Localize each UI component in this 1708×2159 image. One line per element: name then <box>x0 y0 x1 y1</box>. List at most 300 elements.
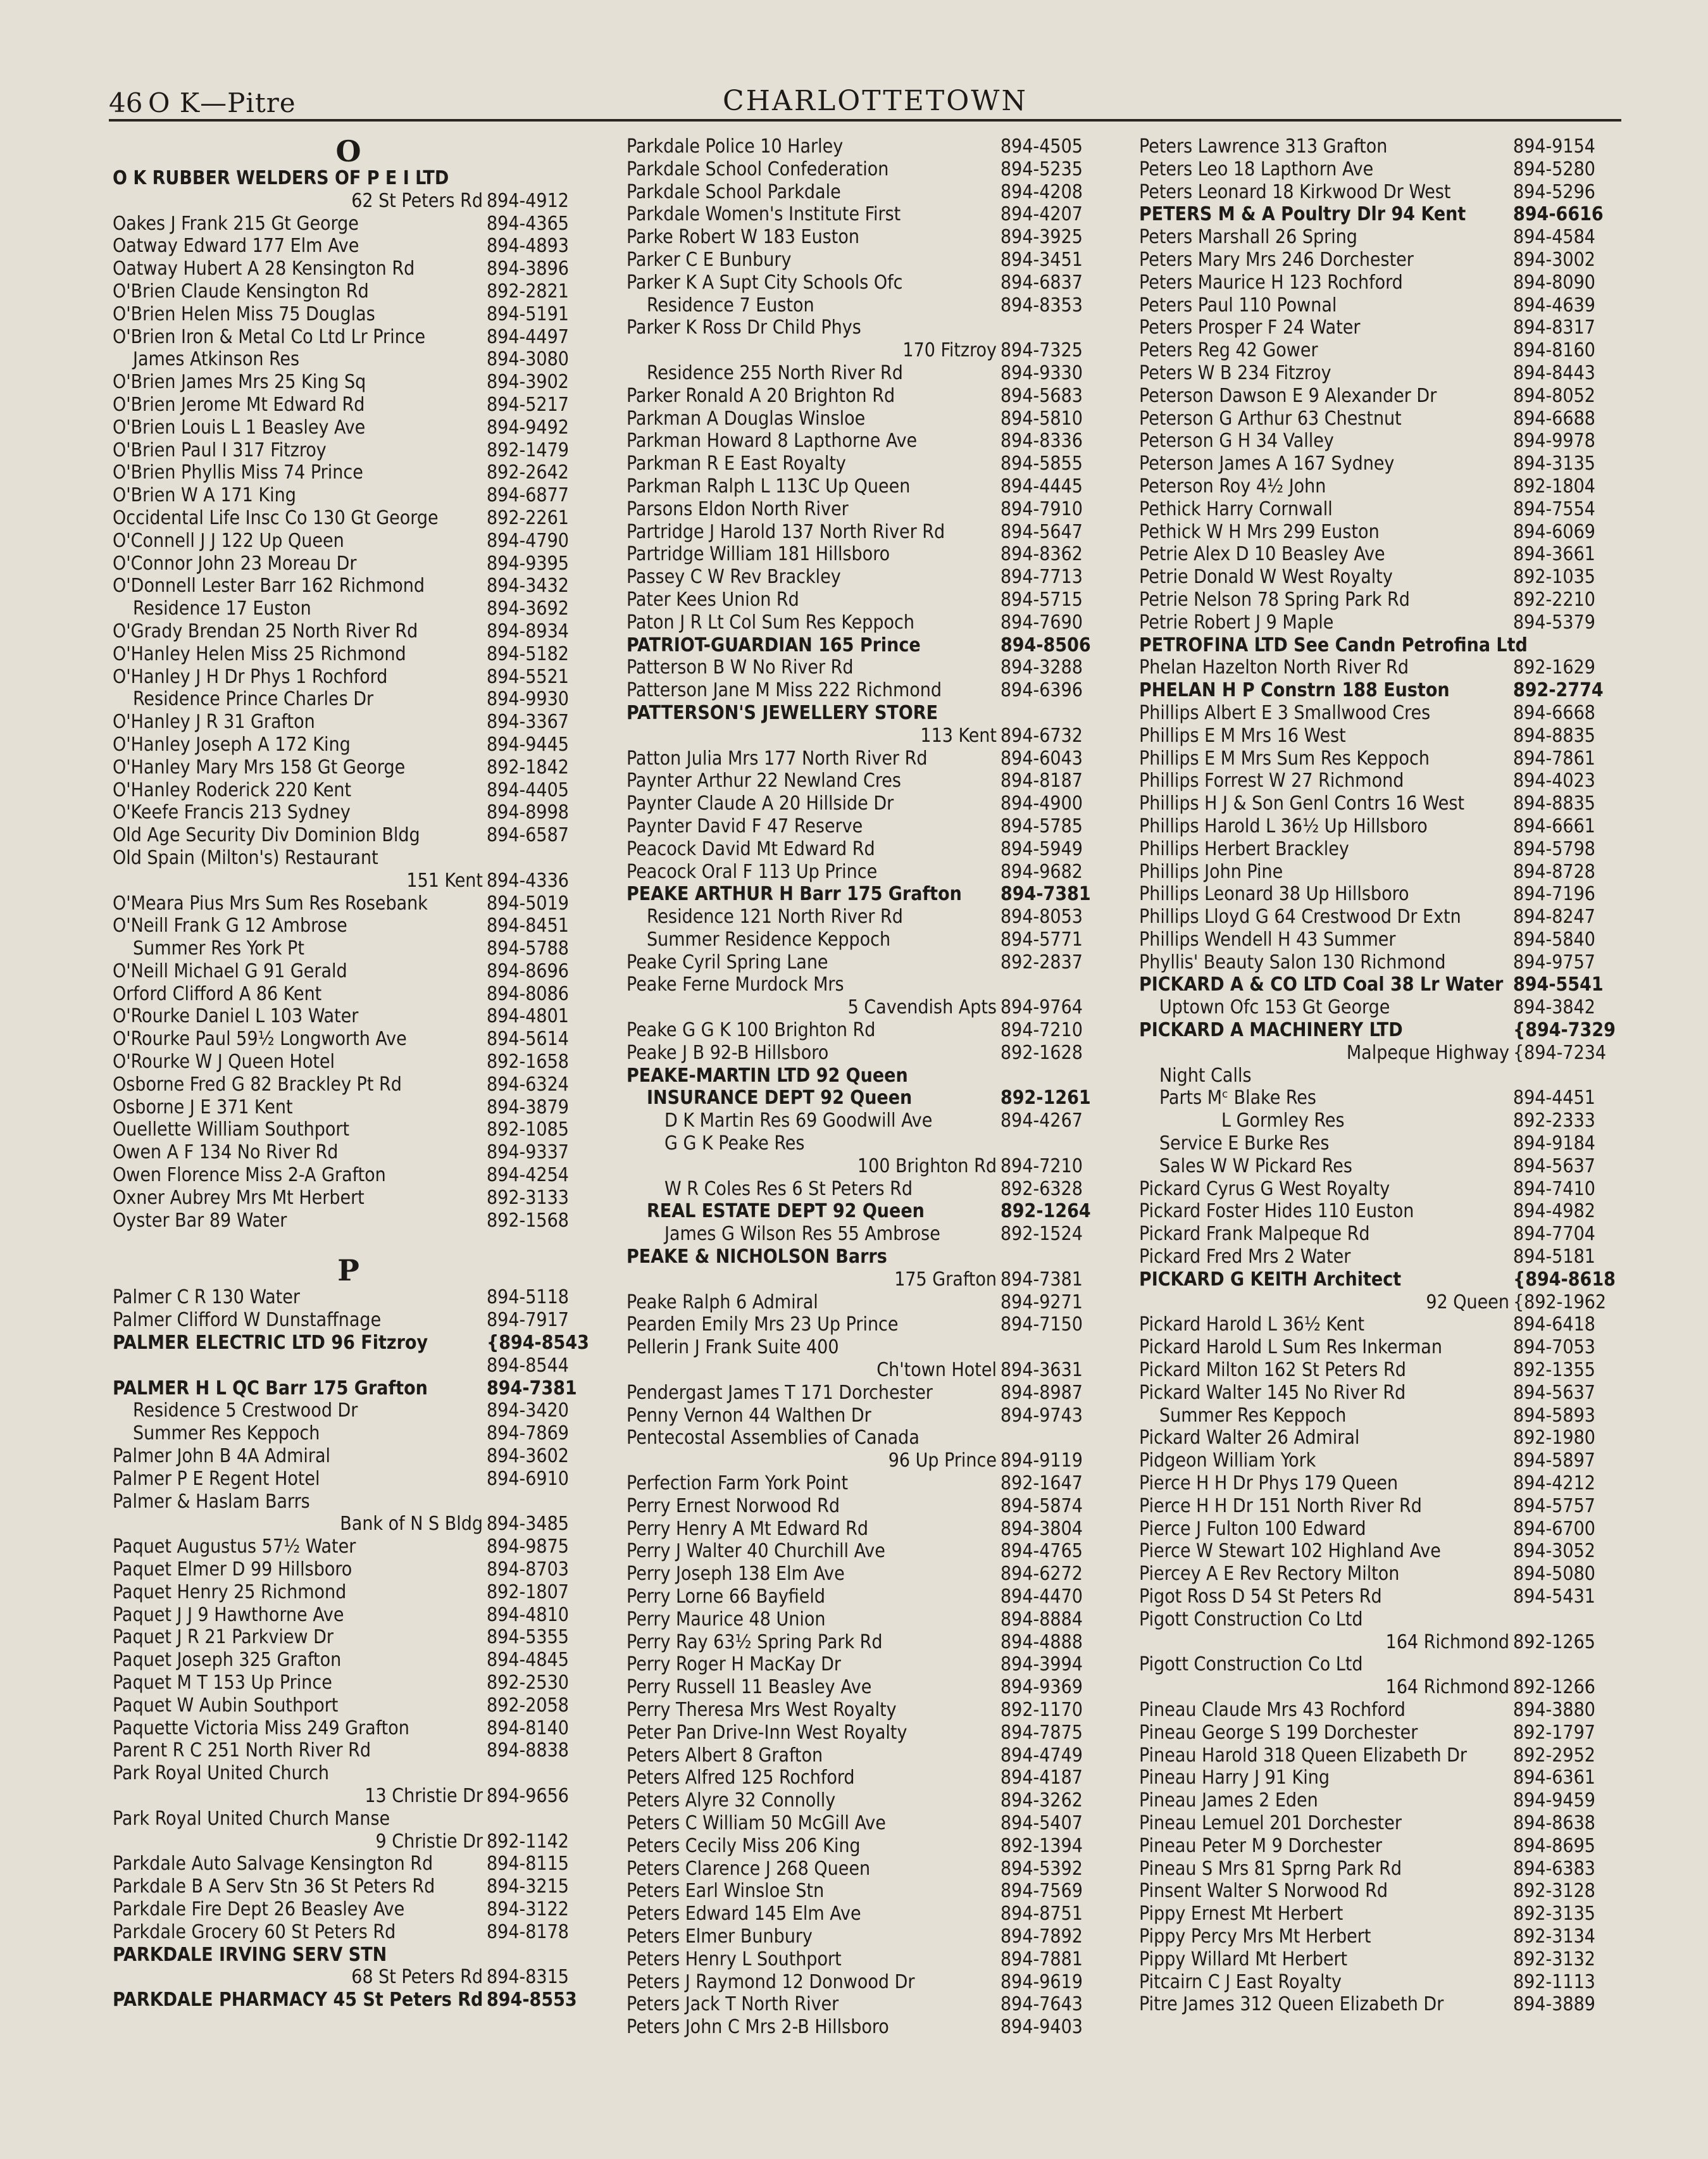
phone-number: 894-8187 <box>1000 770 1083 792</box>
listing-entry <box>1139 1699 1611 1722</box>
phone-number: 894-3902 <box>487 371 569 394</box>
listing-name: Peters Maurice H 123 Rochford <box>1139 271 1403 294</box>
phone-number: 892-2261 <box>487 506 569 529</box>
listing-name: O'Keefe Francis 213 Sydney <box>113 801 351 824</box>
phone-number: 894-6383 <box>1513 1857 1595 1880</box>
listing-name: Pigott Construction Co Ltd <box>1139 1653 1363 1676</box>
listing-entry <box>113 1762 584 1785</box>
phone-number: 894-5431 <box>1513 1586 1595 1608</box>
listing-name: PEAKE-MARTIN LTD 92 Queen <box>626 1064 908 1087</box>
listing-entry <box>626 181 1098 204</box>
phone-number: 894-9619 <box>1000 1970 1083 1993</box>
listing-entry <box>626 929 1098 951</box>
listing-entry <box>1139 181 1611 204</box>
phone-number: 894-4801 <box>487 1005 569 1028</box>
listing-entry <box>626 1087 1098 1110</box>
listing-entry <box>1139 1065 1611 1087</box>
listing-name: Peters Mary Mrs 246 Dorchester <box>1139 248 1414 271</box>
listing-name: Petrie Nelson 78 Spring Park Rd <box>1139 588 1410 611</box>
listing-name: Pickard Fred Mrs 2 Water <box>1139 1246 1351 1268</box>
listing-name: Paquet Augustus 57½ Water <box>113 1536 356 1558</box>
listing-name: PATTERSON'S JEWELLERY STORE <box>626 701 938 724</box>
listing-name: Peters Edward 145 Elm Ave <box>626 1903 861 1925</box>
listing-name: Paquet J R 21 Parkview Dr <box>113 1626 333 1649</box>
phone-number: 894-7690 <box>1000 611 1083 634</box>
phone-number: 892-1113 <box>1513 1970 1595 1993</box>
listing-entry <box>1139 294 1611 317</box>
phone-number: 894-9445 <box>487 733 569 756</box>
listing-name: Phillips John Pine <box>1139 860 1283 883</box>
listing-entry <box>1139 408 1611 430</box>
listing-name: 113 Kent <box>920 724 997 747</box>
phone-number: 894-3880 <box>1513 1698 1595 1721</box>
section-range: O K—Pitre <box>148 87 296 118</box>
phone-number: 894-8835 <box>1513 792 1595 815</box>
listing-entry <box>113 190 584 213</box>
listing-name: Residence 121 North River Rd <box>647 906 903 929</box>
listing-name: Phillips Harold L 36½ Up Hillsboro <box>1139 815 1428 837</box>
listing-name: O'Rourke W J Queen Hotel <box>113 1051 335 1073</box>
listing-name: Parke Robert W 183 Euston <box>626 226 859 249</box>
listing-name: 164 Richmond <box>1385 1676 1509 1699</box>
listing-name: O K RUBBER WELDERS OF P E I LTD <box>113 167 449 189</box>
listing-name: Peters Earl Winsloe Stn <box>626 1880 825 1903</box>
phone-number: 894-4267 <box>1000 1110 1083 1132</box>
listing-name: Paquet Elmer D 99 Hillsboro <box>113 1558 352 1581</box>
listing-name: PEAKE & NICHOLSON Barrs <box>626 1246 887 1268</box>
listing-name: Palmer Clifford W Dunstaffnage <box>113 1309 382 1332</box>
listing-entry <box>1139 1427 1611 1449</box>
section-letter: P <box>337 1253 359 1288</box>
listing-name: Peterson G H 34 Valley <box>1139 430 1334 453</box>
phone-number: 894-3080 <box>487 348 569 371</box>
phone-number: 892-1035 <box>1513 566 1595 589</box>
phone-number: 894-7910 <box>1000 498 1083 520</box>
listing-entry <box>626 498 1098 521</box>
listing-entry <box>1139 362 1611 385</box>
phone-number: 894-8052 <box>1513 384 1595 407</box>
listing-entry <box>626 656 1098 679</box>
listing-name: Perry J Walter 40 Churchill Ave <box>626 1540 885 1563</box>
listing-entry <box>113 1096 584 1119</box>
listing-entry <box>1139 1359 1611 1382</box>
listing-name: Parkdale Auto Salvage Kensington Rd <box>113 1853 433 1875</box>
listing-name: Bank of N S Bldg <box>340 1513 483 1536</box>
phone-number: {894-7234 <box>1513 1041 1607 1064</box>
listing-name: 68 St Peters Rd <box>351 1966 483 1989</box>
listing-name: PARKDALE IRVING SERV STN <box>113 1943 387 1966</box>
listing-entry <box>1139 611 1611 634</box>
listing-name: Residence 5 Crestwood Dr <box>133 1399 358 1422</box>
listing-entry <box>1139 521 1611 544</box>
listing-name: Peters Alfred 125 Rochford <box>626 1767 855 1789</box>
phone-number: 892-3128 <box>1513 1880 1595 1903</box>
listing-entry <box>1139 589 1611 611</box>
listing-entry <box>1139 1789 1611 1812</box>
listing-name: Summer Res York Pt <box>133 937 304 960</box>
listing-name: 100 Brighton Rd <box>857 1155 997 1177</box>
section-letter: O <box>335 134 361 168</box>
phone-number: 894-5788 <box>487 937 569 960</box>
phone-number: 894-8696 <box>487 960 569 982</box>
listing-name: Parkdale School Confederation <box>626 158 889 180</box>
listing-entry <box>626 1858 1098 1881</box>
listing-entry <box>1139 1019 1616 1042</box>
phone-number: 894-5521 <box>487 665 569 688</box>
phone-number: 894-8086 <box>487 982 569 1005</box>
phone-number: 894-4888 <box>1000 1630 1083 1653</box>
listing-entry <box>1139 1110 1611 1132</box>
phone-number: 894-5798 <box>1513 837 1595 860</box>
listing-entry <box>626 1631 1098 1654</box>
listing-entry <box>113 779 584 802</box>
listing-name: Perry Lorne 66 Bayfield <box>626 1586 826 1608</box>
page-title: CHARLOTTETOWN <box>723 85 1028 117</box>
phone-number: 894-9330 <box>1000 361 1083 384</box>
listing-entry <box>626 1518 1098 1541</box>
listing-name: Old Spain (Milton's) Restaurant <box>113 846 378 869</box>
listing-entry <box>113 870 584 892</box>
listing-name: Park Royal United Church Manse <box>113 1807 390 1830</box>
listing-entry <box>1139 1495 1611 1518</box>
listing-name: Oakes J Frank 215 Gt George <box>113 212 359 235</box>
listing-name: Peters Cecily Miss 206 King <box>626 1834 861 1857</box>
listing-name: Piercey A E Rev Rectory Milton <box>1139 1563 1400 1586</box>
listing-entry <box>113 575 584 598</box>
listing-entry <box>1139 385 1611 408</box>
phone-number: 894-6361 <box>1513 1767 1595 1789</box>
listing-entry <box>626 543 1098 566</box>
phone-number: 892-1804 <box>1513 475 1595 498</box>
listing-name: Parker C E Bunbury <box>626 248 792 271</box>
listing-name: Pidgeon William York <box>1139 1449 1316 1472</box>
listing-entry <box>113 371 584 394</box>
phone-number: 894-4023 <box>1513 770 1595 792</box>
listing-entry <box>113 1808 584 1830</box>
listing-name: Perry Russell 11 Beasley Ave <box>626 1676 872 1699</box>
listing-name: Pentecostal Assemblies of Canada <box>626 1427 919 1449</box>
listing-entry <box>113 1739 584 1762</box>
listing-name: Paynter David F 47 Reserve <box>626 815 863 837</box>
listing-name: Oxner Aubrey Mrs Mt Herbert <box>113 1186 365 1209</box>
phone-number: 894-6661 <box>1513 815 1595 837</box>
listing-name: Park Royal United Church <box>113 1762 329 1785</box>
phone-number: 894-6877 <box>487 484 569 507</box>
listing-name: 9 Christie Dr <box>375 1830 483 1853</box>
listing-name: O'Hanley Mary Mrs 158 Gt George <box>113 756 406 779</box>
phone-number: 894-5379 <box>1513 611 1595 634</box>
phone-number: 894-8115 <box>487 1853 569 1875</box>
phone-number: 894-4445 <box>1000 475 1083 498</box>
listing-name: O'Brien Iron & Metal Co Ltd Lr Prince <box>113 325 426 348</box>
listing-name: Perfection Farm York Point <box>626 1472 849 1495</box>
listing-name: Peters Albert 8 Grafton <box>626 1744 823 1767</box>
listing-name: Peters Clarence J 268 Queen <box>626 1857 871 1880</box>
listing-name: Owen A F 134 No River Rd <box>113 1141 339 1164</box>
listing-name: Pineau S Mrs 81 Sprng Park Rd <box>1139 1857 1402 1880</box>
listing-entry <box>113 326 584 349</box>
phone-number: 894-5810 <box>1000 407 1083 430</box>
listing-name: PALMER H L QC Barr 175 Grafton <box>113 1377 428 1399</box>
listing-name: Paynter Arthur 22 Newland Cres <box>626 770 901 792</box>
listing-entry <box>113 1513 584 1536</box>
listing-name: Paynter Claude A 20 Hillside Dr <box>626 792 894 815</box>
phone-number: 892-1170 <box>1000 1698 1083 1721</box>
listing-entry <box>626 838 1098 861</box>
listing-entry <box>1139 1246 1611 1268</box>
phone-number: 894-4584 <box>1513 226 1595 249</box>
phone-number: 894-5683 <box>1000 384 1083 407</box>
listing-entry <box>1139 1563 1611 1586</box>
phone-number: 892-1085 <box>487 1118 569 1141</box>
listing-entry <box>113 892 584 915</box>
listing-entry <box>1139 634 1611 657</box>
phone-number: 894-7881 <box>1000 1948 1083 1970</box>
phone-number: 894-5637 <box>1513 1155 1595 1177</box>
directory-column-3 <box>1139 135 1616 2016</box>
listing-name: O'Brien Jerome Mt Edward Rd <box>113 393 365 416</box>
listing-name: Peters Elmer Bunbury <box>626 1925 813 1948</box>
phone-number: 894-6668 <box>1513 701 1595 724</box>
listing-entry <box>113 983 584 1006</box>
listing-entry <box>1139 1449 1611 1472</box>
listing-name: Perry Theresa Mrs West Royalty <box>626 1698 897 1721</box>
listing-entry <box>1139 973 1611 996</box>
listing-name: Night Calls <box>1159 1064 1252 1087</box>
listing-entry <box>626 226 1098 249</box>
phone-number: 894-8835 <box>1513 724 1595 747</box>
phone-number: 892-1568 <box>487 1209 569 1232</box>
listing-name: Oatway Hubert A 28 Kensington Rd <box>113 258 415 280</box>
phone-number: 894-9369 <box>1000 1676 1083 1699</box>
listing-name: Patterson B W No River Rd <box>626 656 854 679</box>
phone-number: 894-6069 <box>1513 520 1595 543</box>
phone-number: 894-8140 <box>487 1717 569 1739</box>
listing-entry <box>626 1042 1098 1065</box>
listing-name: Malpeque Highway <box>1346 1041 1509 1064</box>
listing-entry <box>626 770 1098 792</box>
phone-number: 894-8553 <box>487 1989 577 2012</box>
listing-entry <box>1139 861 1611 884</box>
listing-entry <box>113 643 584 666</box>
phone-number: 894-5949 <box>1000 837 1083 860</box>
listing-name: O'Grady Brendan 25 North River Rd <box>113 620 418 642</box>
listing-entry <box>113 1830 584 1853</box>
listing-name: PEAKE ARTHUR H Barr 175 Grafton <box>626 883 962 906</box>
listing-entry <box>626 1132 1098 1155</box>
listing-name: Parsons Eldon North River <box>626 498 849 520</box>
phone-number: 894-3842 <box>1513 996 1595 1019</box>
listing-entry <box>1139 770 1611 792</box>
phone-number: 894-4336 <box>487 869 569 892</box>
listing-name: PARKDALE PHARMACY 45 St Peters Rd <box>113 1989 483 2012</box>
listing-name: Patterson Jane M Miss 222 Richmond <box>626 679 942 702</box>
listing-entry <box>626 815 1098 838</box>
listing-entry <box>113 1626 584 1649</box>
phone-number: 894-5296 <box>1513 180 1595 203</box>
listing-name: Phyllis' Beauty Salon 130 Richmond <box>1139 951 1446 973</box>
listing-entry <box>1139 725 1611 748</box>
listing-name: O'Brien Louis L 1 Beasley Ave <box>113 416 366 439</box>
phone-number: 892-3134 <box>1513 1925 1595 1948</box>
listing-name: 92 Queen <box>1426 1291 1509 1313</box>
listing-entry <box>1139 1178 1611 1201</box>
phone-number: 894-3879 <box>487 1096 569 1118</box>
phone-number: 894-8728 <box>1513 860 1595 883</box>
listing-entry <box>1139 430 1611 453</box>
listing-name: Pierce H H Dr 151 North River Rd <box>1139 1494 1422 1517</box>
listing-entry <box>113 1073 584 1096</box>
phone-number: 894-9978 <box>1513 430 1595 453</box>
listing-name: Phillips Albert E 3 Smallwood Cres <box>1139 701 1431 724</box>
phone-number: 894-3485 <box>487 1513 569 1536</box>
listing-name: Patton Julia Mrs 177 North River Rd <box>626 747 928 770</box>
listing-name: Peake Ralph 6 Admiral <box>626 1291 818 1313</box>
listing-name: Pippy Willard Mt Herbert <box>1139 1948 1348 1970</box>
listing-name: Pater Kees Union Rd <box>626 588 799 611</box>
listing-name: Occidental Life Insc Co 130 Gt George <box>113 506 439 529</box>
listing-entry <box>1139 1540 1611 1563</box>
phone-number: 894-7210 <box>1000 1155 1083 1177</box>
listing-entry <box>113 258 584 280</box>
listing-entry <box>626 1835 1098 1858</box>
listing-name: 5 Cavendish Apts <box>847 996 997 1019</box>
listing-name: Palmer & Haslam Barrs <box>113 1490 310 1513</box>
listing-entry <box>113 1491 584 1513</box>
listing-name: Phillips Herbert Brackley <box>1139 837 1349 860</box>
listing-name: Peake Ferne Murdock Mrs <box>626 973 844 996</box>
listing-name: 151 Kent <box>406 869 483 892</box>
listing-entry <box>626 1427 1098 1449</box>
listing-entry <box>113 1558 584 1581</box>
phone-number: 892-1265 <box>1513 1630 1595 1653</box>
phone-number: 894-5407 <box>1000 1812 1083 1834</box>
listing-name: Pickard Harold L Sum Res Inkerman <box>1139 1336 1442 1359</box>
phone-number: 894-5182 <box>487 642 569 665</box>
phone-number: 894-8090 <box>1513 271 1595 294</box>
listing-name: Perry Ray 63½ Spring Park Rd <box>626 1630 883 1653</box>
phone-number: 894-5181 <box>1513 1246 1595 1268</box>
phone-number: 894-5647 <box>1000 520 1083 543</box>
listing-entry <box>113 734 584 756</box>
listing-entry <box>626 861 1098 884</box>
listing-name: Pickard Foster Hides 110 Euston <box>1139 1200 1414 1223</box>
listing-name: O'Meara Pius Mrs Sum Res Rosebank <box>113 892 428 915</box>
phone-number: 892-3135 <box>1513 1903 1595 1925</box>
directory-column-2 <box>626 135 1098 2039</box>
listing-name: Peake G G K 100 Brighton Rd <box>626 1019 876 1042</box>
phone-number: 894-9271 <box>1000 1291 1083 1313</box>
phone-number: 894-7861 <box>1513 747 1595 770</box>
phone-number: 894-6396 <box>1000 679 1083 702</box>
listing-name: Peters W B 234 Fitzroy <box>1139 361 1331 384</box>
listing-entry <box>1139 1155 1611 1178</box>
phone-number: {894-8618 <box>1513 1268 1616 1291</box>
phone-number: 892-1142 <box>487 1830 569 1853</box>
listing-name: Oyster Bar 89 Water <box>113 1209 287 1232</box>
phone-number: 894-3692 <box>487 598 569 620</box>
listing-name: Peters Marshall 26 Spring <box>1139 226 1357 249</box>
listing-entry <box>1139 1336 1611 1359</box>
phone-number: 892-2210 <box>1513 588 1595 611</box>
listing-entry <box>1139 1767 1611 1789</box>
listing-entry <box>1139 226 1611 249</box>
phone-number: 892-2530 <box>487 1672 569 1694</box>
listing-entry <box>113 484 584 507</box>
listing-name: O'Connor John 23 Moreau Dr <box>113 552 357 575</box>
phone-number: 894-3994 <box>1000 1653 1083 1676</box>
phone-number: 894-6616 <box>1513 203 1604 226</box>
listing-name: Peterson Roy 4½ John <box>1139 475 1326 498</box>
phone-number: 894-4451 <box>1513 1087 1595 1110</box>
listing-entry <box>626 1948 1098 1971</box>
listing-name: Oatway Edward 177 Elm Ave <box>113 235 359 258</box>
listing-name: Parker Ronald A 20 Brighton Rd <box>626 384 895 407</box>
listing-entry <box>626 792 1098 815</box>
phone-number: 894-7569 <box>1000 1880 1083 1903</box>
phone-number: 894-9682 <box>1000 860 1083 883</box>
listing-entry <box>626 1472 1098 1495</box>
listing-entry <box>1139 815 1611 838</box>
listing-name: Palmer C R 130 Water <box>113 1286 300 1309</box>
phone-number: 894-7869 <box>487 1422 569 1445</box>
phone-number: 894-7325 <box>1000 339 1083 362</box>
phone-number: 894-6910 <box>487 1467 569 1490</box>
listing-name: Pethick Harry Cornwall <box>1139 498 1333 520</box>
listing-name: Pendergast James T 171 Dorchester <box>626 1381 933 1404</box>
listing-name: Ch'town Hotel <box>876 1359 997 1382</box>
page-header <box>109 87 1621 123</box>
phone-number: 894-3052 <box>1513 1540 1595 1563</box>
listing-entry <box>113 1210 584 1232</box>
listing-entry <box>626 1065 1098 1087</box>
listing-name: Pickard Walter 26 Admiral <box>1139 1427 1360 1449</box>
phone-number: 894-9656 <box>487 1784 569 1807</box>
listing-entry <box>1139 679 1611 702</box>
listing-name: Parkman R E East Royalty <box>626 453 846 475</box>
phone-number: 892-2058 <box>487 1694 569 1717</box>
listing-entry <box>626 203 1098 226</box>
listing-entry <box>113 1377 584 1400</box>
listing-name: Parkdale Police 10 Harley <box>626 135 844 158</box>
listing-entry <box>626 1789 1098 1812</box>
phone-number: {892-1962 <box>1513 1291 1607 1313</box>
listing-entry <box>626 1313 1098 1336</box>
listing-name: Penny Vernon 44 Walthen Dr <box>626 1404 871 1427</box>
phone-number: 894-3804 <box>1000 1517 1083 1540</box>
phone-number: 894-5392 <box>1000 1857 1083 1880</box>
listing-name: Paquet Joseph 325 Grafton <box>113 1649 342 1672</box>
listing-name: Pigott Construction Co Ltd <box>1139 1608 1363 1630</box>
listing-name: 62 St Peters Rd <box>351 189 483 212</box>
listing-name: Pippy Ernest Mt Herbert <box>1139 1903 1343 1925</box>
phone-number: 894-4765 <box>1000 1540 1083 1563</box>
listing-name: Summer Residence Keppoch <box>647 928 891 951</box>
listing-entry <box>113 598 584 620</box>
listing-entry <box>113 824 584 847</box>
listing-name: Pierce H H Dr Phys 179 Queen <box>1139 1472 1399 1495</box>
listing-entry <box>113 507 584 530</box>
phone-number: 894-8178 <box>487 1920 569 1943</box>
listing-name: Old Age Security Div Dominion Bldg <box>113 824 420 847</box>
listing-entry <box>626 1971 1098 1994</box>
listing-name: Petrie Donald W West Royalty <box>1139 566 1393 589</box>
listing-entry <box>1139 838 1611 861</box>
phone-number: 894-3288 <box>1000 656 1083 679</box>
phone-number: 894-9184 <box>1513 1132 1595 1155</box>
listing-entry <box>626 453 1098 475</box>
listing-entry <box>1139 1313 1611 1336</box>
